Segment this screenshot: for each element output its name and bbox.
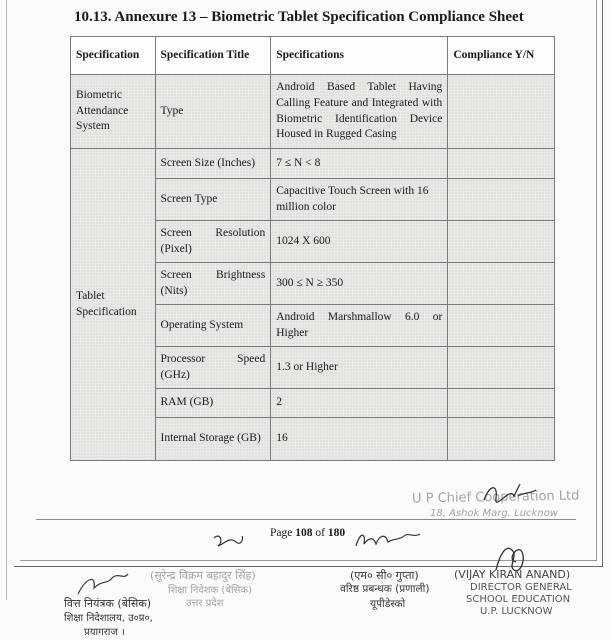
spec-cell: 1.3 or Higher	[271, 347, 448, 389]
signature-center	[352, 528, 424, 554]
table-header-row	[71, 37, 555, 75]
compliance-cell	[448, 75, 555, 149]
page-number	[270, 527, 345, 539]
header-compliance: Compliance Y/N	[448, 37, 555, 75]
compliance-cell	[448, 179, 555, 221]
category-cell: Tablet Specification	[71, 149, 156, 461]
table-row	[71, 149, 555, 179]
officer4-org: शिक्षा निदेशालय, उ०प्र०,	[64, 613, 153, 624]
page-total: 180	[327, 527, 346, 539]
spec-cell: 300 ≤ N ≥ 350	[271, 263, 448, 305]
spec-cell: Android Based Tablet Having Calling Feature and Integrated with Biometric Identification Device Housed in Rugged Casing	[271, 75, 448, 149]
compliance-table	[70, 36, 555, 461]
title-cell: Screen Size (Inches)	[155, 149, 271, 179]
header-specifications: Specifications	[271, 37, 448, 75]
compliance-cell	[448, 305, 555, 347]
section-title: 10.13. Annexure 13 – Biometric Tablet Specification Compliance Sheet	[74, 9, 524, 25]
table-row	[71, 75, 555, 149]
officer1-role: शिक्षा निदेशक (बेसिक)	[168, 585, 252, 596]
title-cell: Operating System	[155, 305, 271, 347]
footer-rule	[36, 519, 576, 520]
page-current: 108	[295, 527, 313, 539]
officer3-name: (VIJAY KIRAN ANAND)	[454, 568, 571, 581]
spec-cell: 1024 X 600	[271, 221, 448, 263]
title-cell: Internal Storage (GB)	[155, 418, 271, 461]
compliance-cell	[448, 149, 555, 179]
cooperative-stamp-line1: U P Chief Cooperation Ltd	[411, 488, 580, 507]
signature-top-right	[480, 478, 540, 508]
compliance-cell	[448, 347, 555, 389]
title-cell: RAM (GB)	[155, 389, 271, 418]
officer3-place: U.P. LUCKNOW	[480, 606, 553, 617]
title-cell: Screen Brightness (Nits)	[155, 263, 271, 305]
page-of: of	[315, 527, 325, 539]
scan-edge-line	[6, 0, 7, 600]
officer4-place: प्रयागराज ।	[84, 627, 125, 638]
title-cell: Processor Speed (GHz)	[155, 347, 271, 389]
signature-initials-left	[212, 530, 246, 552]
header-specification: Specification	[71, 37, 156, 75]
compliance-cell	[448, 418, 555, 461]
officer3-org: SCHOOL EDUCATION	[466, 594, 571, 605]
title-cell: Screen Resolution (Pixel)	[155, 221, 271, 263]
spec-cell: 2	[271, 389, 448, 418]
spec-cell: 7 ≤ N < 8	[271, 149, 448, 179]
compliance-cell	[448, 221, 555, 263]
officer4-role: वित्त नियंत्रक (बेसिक)	[64, 597, 152, 610]
spec-cell: 16	[271, 418, 448, 461]
spec-cell: Android Marshmallow 6.0 or Higher	[271, 305, 448, 347]
officer3-role: DIRECTOR GENERAL	[470, 582, 572, 593]
spec-cell: Capacitive Touch Screen with 16 million color	[271, 179, 448, 221]
officer1-place: उत्तर प्रदेश	[186, 598, 224, 609]
officer2-name: (एम० सी० गुप्ता)	[350, 569, 419, 582]
officer2-org: यूपीडेस्को	[370, 598, 406, 610]
compliance-cell	[448, 263, 555, 305]
officer2-role: वरिष्ठ प्रबन्धक (प्रणाली)	[340, 583, 430, 595]
title-cell: Screen Type	[155, 179, 271, 221]
compliance-cell	[448, 389, 555, 418]
header-specification-title: Specification Title	[155, 37, 271, 75]
officer1-name: (सुरेन्द्र विक्रम बहादुर सिंह)	[150, 569, 256, 582]
category-cell: Biometric Attendance System	[71, 75, 156, 149]
title-cell: Type	[155, 75, 271, 149]
page-prefix: Page	[270, 527, 293, 539]
cooperative-stamp-line2: 18, Ashok Marg, Lucknow	[430, 508, 558, 519]
